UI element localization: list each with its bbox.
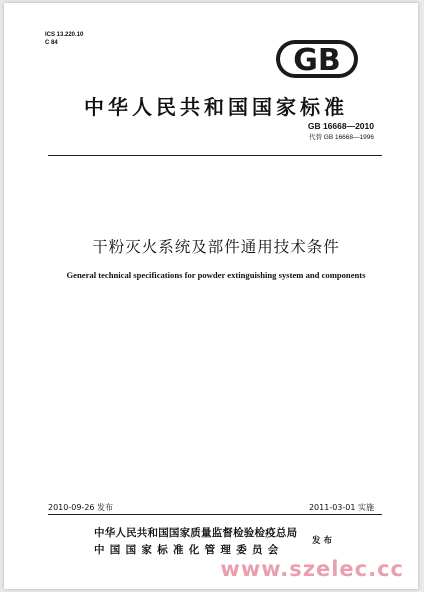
implementation-date: 2011-03-01 实施 — [308, 503, 374, 512]
title-english: General technical specifications for powder extinguishing system and components — [66, 270, 366, 280]
ccs-code: C 84 — [45, 40, 58, 46]
ics-code: ICS 13.220.10 — [45, 32, 84, 38]
document-page — [4, 3, 418, 589]
watermark-text: www.szelec.cc — [220, 557, 404, 581]
replaces-code: 代替 GB 16668—1996 — [308, 134, 374, 141]
publish-label: 发布 — [312, 536, 336, 546]
issue-date: 2010-09-26 发布 — [48, 503, 114, 512]
gb-logo-text: GB — [293, 43, 341, 78]
bottom-divider — [48, 514, 382, 515]
standard-code-block — [308, 121, 374, 141]
issuing-authorities — [94, 525, 297, 557]
standard-code: GB 16668—2010 — [307, 121, 374, 131]
top-divider — [48, 155, 382, 156]
standard-name: 中华人民共和国国家标准 — [84, 95, 348, 119]
gb-logo — [274, 38, 360, 80]
issuer-aqsiq: 中华人民共和国国家质量监督检验检疫总局 — [94, 527, 298, 539]
classification-codes — [45, 31, 83, 47]
issuer-sac: 中国国家标准化管理委员会 — [94, 544, 284, 556]
title-chinese: 干粉灭火系统及部件通用技术条件 — [92, 238, 340, 256]
